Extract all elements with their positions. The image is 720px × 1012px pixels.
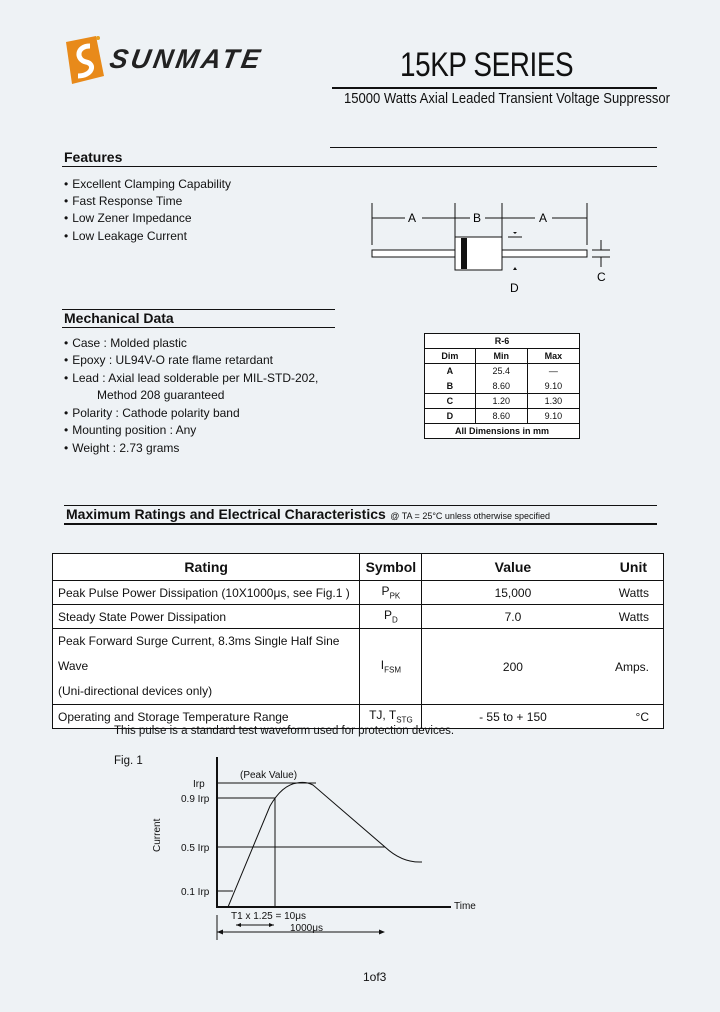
value-cell: 200: [422, 629, 604, 705]
value-cell: 7.0: [422, 605, 604, 629]
ratings-heading: Maximum Ratings and Electrical Characteristics: [66, 506, 386, 522]
divider: [62, 327, 335, 328]
dim-table-title: R-6: [425, 334, 580, 349]
y-axis-label: Current: [152, 818, 163, 852]
value-cell: 15,000: [422, 581, 604, 605]
symbol-cell: $P_D$: [360, 605, 422, 629]
page-number: 1of3: [363, 970, 387, 984]
pulse-waveform-figure: [140, 750, 490, 950]
dim-c-label: C: [597, 270, 606, 284]
symbol-cell: $I_{FSM}$: [360, 629, 422, 705]
table-row: [425, 409, 580, 424]
cell: 9.10: [527, 379, 579, 394]
feature-item: • Low Leakage Current: [64, 229, 187, 243]
feature-item: • Excellent Clamping Capability: [64, 177, 231, 191]
cell: D: [425, 409, 476, 424]
cell: 8.60: [475, 379, 527, 394]
subtitle: 15000 Watts Axial Leaded Transient Voltage Suppressor: [344, 90, 670, 107]
cell: C: [425, 394, 476, 409]
dim-table-footer: All Dimensions in mm: [425, 424, 580, 439]
table-row: [53, 605, 664, 629]
feature-item: • Fast Response Time: [64, 194, 182, 208]
dim-a-label: A: [408, 211, 417, 225]
col-header: Max: [527, 349, 579, 364]
diode-outline-diagram: [360, 195, 630, 300]
col-header: Value: [422, 554, 604, 581]
page-title: 15KP SERIES: [400, 46, 574, 84]
rating-cell: Operating and Storage Temperature Range: [53, 705, 360, 729]
table-row: [53, 629, 664, 705]
cell: 8.60: [475, 409, 527, 424]
figure-label: Fig. 1: [114, 755, 143, 767]
mechanical-item: • Mounting position : Any: [64, 423, 196, 437]
ratings-condition: @ TA = 25°C unless otherwise specified: [390, 511, 550, 521]
unit-cell: Watts: [604, 605, 664, 629]
y-tick-label: 0.1 Irp: [181, 887, 210, 898]
rating-cell: Peak Pulse Power Dissipation (10X1000μs, see Fig.1 ): [53, 581, 360, 605]
divider: [330, 147, 657, 148]
cell: —: [527, 364, 579, 379]
unit-cell: Watts: [604, 581, 664, 605]
rating-cell: Steady State Power Dissipation: [53, 605, 360, 629]
x-axis-label: Time: [454, 901, 476, 912]
unit-cell: Amps.: [604, 629, 664, 705]
ratings-table: [52, 553, 664, 729]
brand-name: SUNMATE: [107, 44, 266, 74]
mechanical-item: • Polarity : Cathode polarity band: [64, 406, 240, 420]
dimension-table: [424, 333, 580, 439]
symbol-cell: $P_{PK}$: [360, 581, 422, 605]
cell: 9.10: [527, 409, 579, 424]
divider: [64, 523, 657, 525]
mechanical-item: • Weight : 2.73 grams: [64, 441, 179, 455]
divider: [332, 87, 657, 89]
dim-a-label: A: [539, 211, 548, 225]
features-heading: Features: [64, 149, 123, 165]
dim-d-label: D: [510, 281, 519, 295]
y-tick-label: 0.9 Irp: [181, 794, 210, 805]
rating-cell: Peak Forward Surge Current, 8.3ms Single Half Sine Wave (Uni-directional devices only): [53, 629, 360, 705]
y-tick-label: 0.5 Irp: [181, 843, 210, 854]
cell: 1.20: [475, 394, 527, 409]
col-header: Symbol: [360, 554, 422, 581]
table-row: [53, 581, 664, 605]
y-tick-label: Irp: [193, 779, 205, 790]
cell: A: [425, 364, 476, 379]
figure-caption: This pulse is a standard test waveform used for protection devices.: [114, 725, 455, 737]
mechanical-item: • Lead : Axial lead solderable per MIL-STD-202,: [64, 371, 318, 385]
dim-b-label: B: [473, 211, 482, 225]
feature-item: • Low Zener Impedance: [64, 211, 192, 225]
col-header: Rating: [53, 554, 360, 581]
cell: 1.30: [527, 394, 579, 409]
col-header: Min: [475, 349, 527, 364]
mechanical-item-cont: Method 208 guaranteed: [97, 388, 225, 402]
mechanical-item: • Epoxy : UL94V-O rate flame retardant: [64, 353, 273, 367]
t1-label: T1 x 1.25 = 10μs: [231, 911, 306, 922]
duration-label: 1000μs: [290, 923, 324, 934]
mechanical-heading: Mechanical Data: [64, 310, 174, 326]
peak-value-label: (Peak Value): [240, 770, 298, 781]
col-header: Unit: [604, 554, 664, 581]
table-row: [425, 379, 580, 394]
mechanical-item: • Case : Molded plastic: [64, 336, 187, 350]
col-header: Dim: [425, 349, 476, 364]
table-row: [425, 394, 580, 409]
pulse-curve: [228, 782, 422, 907]
cell: B: [425, 379, 476, 394]
divider: [62, 166, 657, 167]
table-row: [425, 364, 580, 379]
cell: 25.4: [475, 364, 527, 379]
symbol-cell: TJ, $T_{STG}$: [360, 705, 422, 729]
unit-cell: °C: [604, 705, 664, 729]
value-cell: - 55 to + 150: [422, 705, 604, 729]
